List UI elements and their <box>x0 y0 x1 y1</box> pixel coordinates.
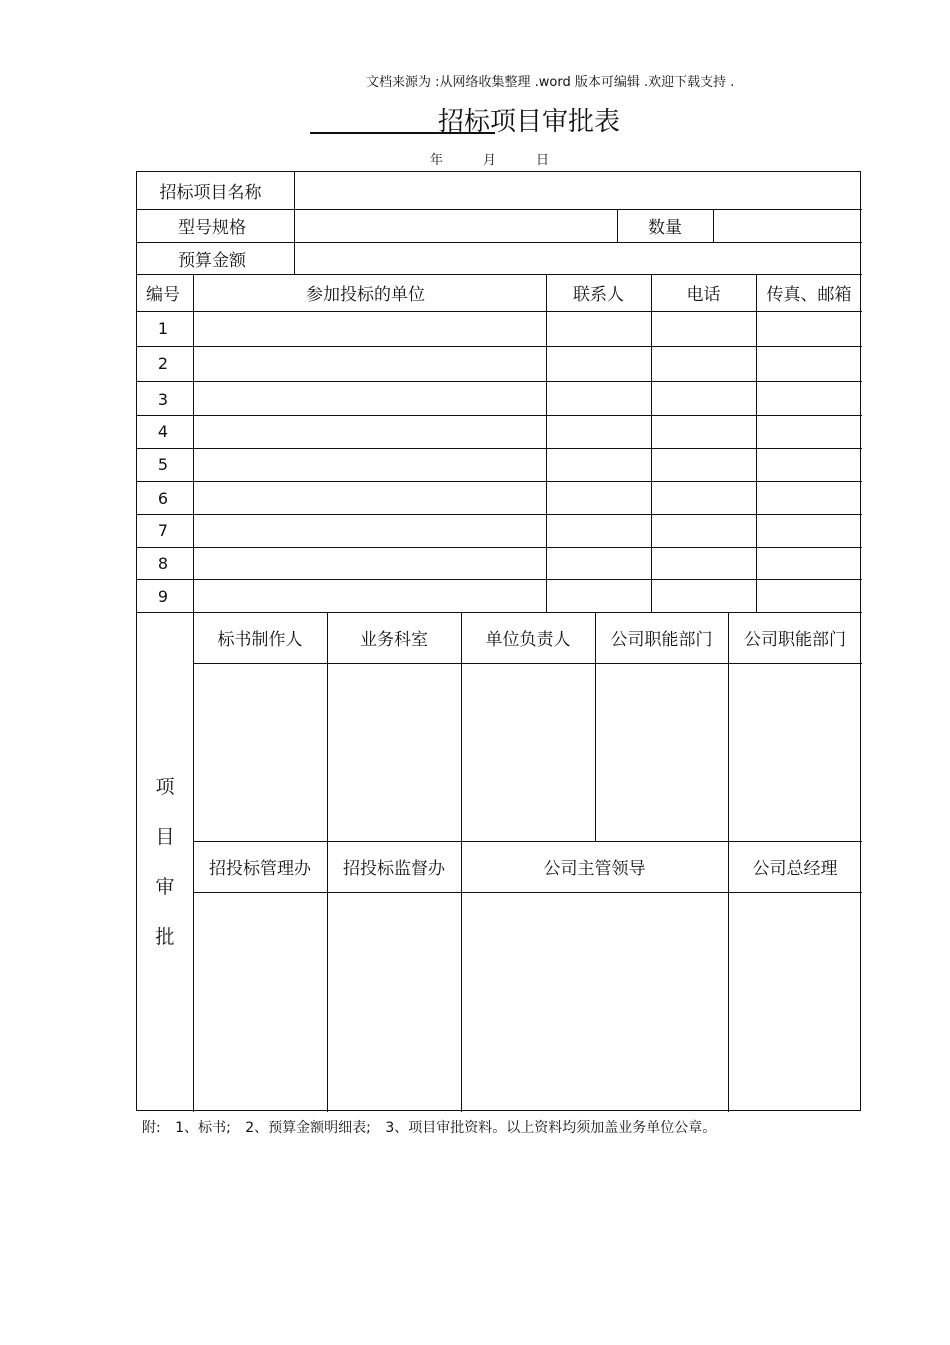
side-char: 目 <box>155 826 175 848</box>
approver-supervising-leader: 公司主管领导 <box>543 859 646 879</box>
row-divider <box>137 346 862 347</box>
row-divider <box>193 663 862 664</box>
date-year: 年 <box>430 153 444 168</box>
source-note: 文档来源为 :从网络收集整理 .word 版本可编辑 .欢迎下载支持 . <box>366 75 735 90</box>
row-number: 4 <box>157 422 169 441</box>
approver-functional-dept-2: 公司职能部门 <box>744 630 846 650</box>
date-day: 日 <box>536 153 550 168</box>
approver-bidding-office: 招投标管理办 <box>209 859 311 879</box>
footnote-item: 1、标书; <box>175 1120 231 1136</box>
row-divider <box>137 381 862 382</box>
model-spec-label: 型号规格 <box>178 218 246 238</box>
column-divider <box>294 172 295 274</box>
column-divider <box>193 274 194 1112</box>
footnote-prefix: 附: <box>142 1120 161 1136</box>
date-month: 月 <box>483 153 497 168</box>
row-divider <box>137 311 862 312</box>
header-contact: 联系人 <box>573 285 624 305</box>
quantity-label: 数量 <box>648 218 682 238</box>
header-fax-email: 传真、邮箱 <box>766 285 852 305</box>
row-number: 9 <box>157 587 169 606</box>
column-divider <box>651 274 652 612</box>
project-name-label: 招标项目名称 <box>159 183 262 203</box>
column-divider <box>546 274 547 612</box>
page-title: 招标项目审批表 <box>438 107 621 137</box>
header-no: 编号 <box>146 285 180 305</box>
approver-tender-maker: 标书制作人 <box>217 630 303 650</box>
row-divider <box>137 514 862 515</box>
row-number: 7 <box>157 521 169 540</box>
row-divider <box>193 892 862 893</box>
date-line <box>430 149 549 168</box>
approver-unit-head: 单位负责人 <box>485 630 571 650</box>
footnote <box>142 1117 726 1137</box>
footnote-item: 3、项目审批资料。以上资料均须加盖业务单位公章。 <box>385 1120 717 1136</box>
row-divider <box>137 547 862 548</box>
approval-form <box>136 171 861 1111</box>
row-divider <box>137 448 862 449</box>
approver-supervision-office: 招投标监督办 <box>343 859 445 879</box>
approver-business-dept: 业务科室 <box>360 630 428 650</box>
budget-label: 预算金额 <box>178 250 246 271</box>
side-char: 审 <box>155 876 175 898</box>
row-number: 3 <box>157 389 169 409</box>
side-char: 项 <box>155 776 175 798</box>
column-divider <box>756 274 757 612</box>
row-number: 5 <box>157 455 169 474</box>
approver-functional-dept-1: 公司职能部门 <box>610 630 713 650</box>
side-char: 批 <box>155 926 175 948</box>
footnote-item: 2、预算金额明细表; <box>245 1120 371 1136</box>
row-number: 6 <box>157 489 169 508</box>
header-phone: 电话 <box>686 285 721 305</box>
row-divider <box>137 579 862 580</box>
row-number: 2 <box>157 354 169 373</box>
approval-side-label <box>137 612 193 1112</box>
column-divider <box>713 209 714 242</box>
row-divider <box>137 415 862 416</box>
approver-general-manager: 公司总经理 <box>752 859 838 879</box>
header-unit: 参加投标的单位 <box>306 285 425 305</box>
row-number: 8 <box>157 554 169 573</box>
row-number: 1 <box>157 319 169 338</box>
row-divider <box>137 481 862 482</box>
